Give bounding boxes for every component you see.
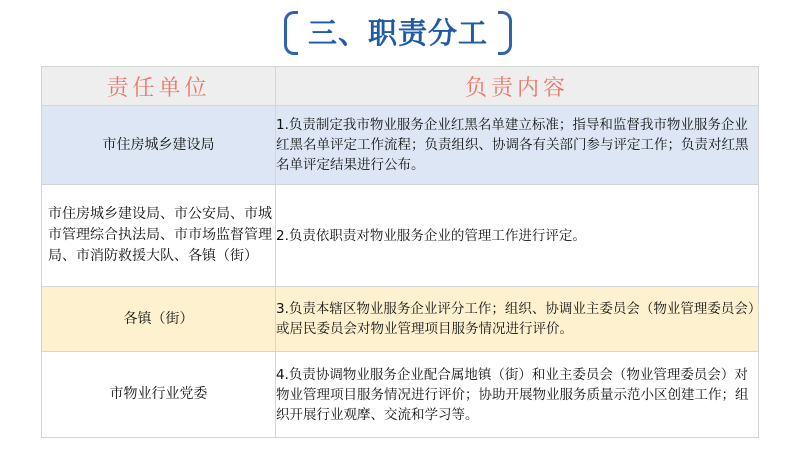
unit-cell: 市住房城乡建设局 xyxy=(42,106,276,185)
header-duty: 负责内容 xyxy=(276,67,759,106)
duty-cell: 2.负责依职责对物业服务企业的管理工作进行评定。 xyxy=(276,185,759,287)
responsibility-table xyxy=(41,66,759,438)
unit-cell: 各镇（街） xyxy=(42,287,276,352)
duty-cell: 4.负责协调物业服务企业配合属地镇（街）和业主委员会（物业管理委员会）对物业管理项目服务情况进行评价；协助开展物业服务质量示范小区创建工作；组织开展行业观摩、交流和学习等。 xyxy=(276,352,759,438)
unit-cell: 市物业行业党委 xyxy=(42,352,276,438)
right-bracket-decoration xyxy=(498,11,512,55)
duty-cell: 3.负责本辖区物业服务企业评分工作；组织、协调业主委员会（物业管理委员会）或居民委员会对物业管理项目服务情况进行评价。 xyxy=(276,287,759,352)
table-row xyxy=(42,352,759,438)
table-row xyxy=(42,287,759,352)
unit-cell: 市住房城乡建设局、市公安局、市城市管理综合执法局、市市场监督管理局、市消防救援大队、各镇（街） xyxy=(42,185,276,287)
page-title: 三、职责分工 xyxy=(307,16,488,50)
duty-cell: 1.负责制定我市物业服务企业红黑名单建立标准；指导和监督我市物业服务企业红黑名单评定工作流程；负责组织、协调各有关部门参与评定工作；负责对红黑名单评定结果进行公布。 xyxy=(276,106,759,185)
table-row xyxy=(42,106,759,185)
table-header-row xyxy=(42,67,759,106)
table-row xyxy=(42,185,759,287)
section-title xyxy=(284,11,512,57)
header-unit: 责任单位 xyxy=(42,67,276,106)
